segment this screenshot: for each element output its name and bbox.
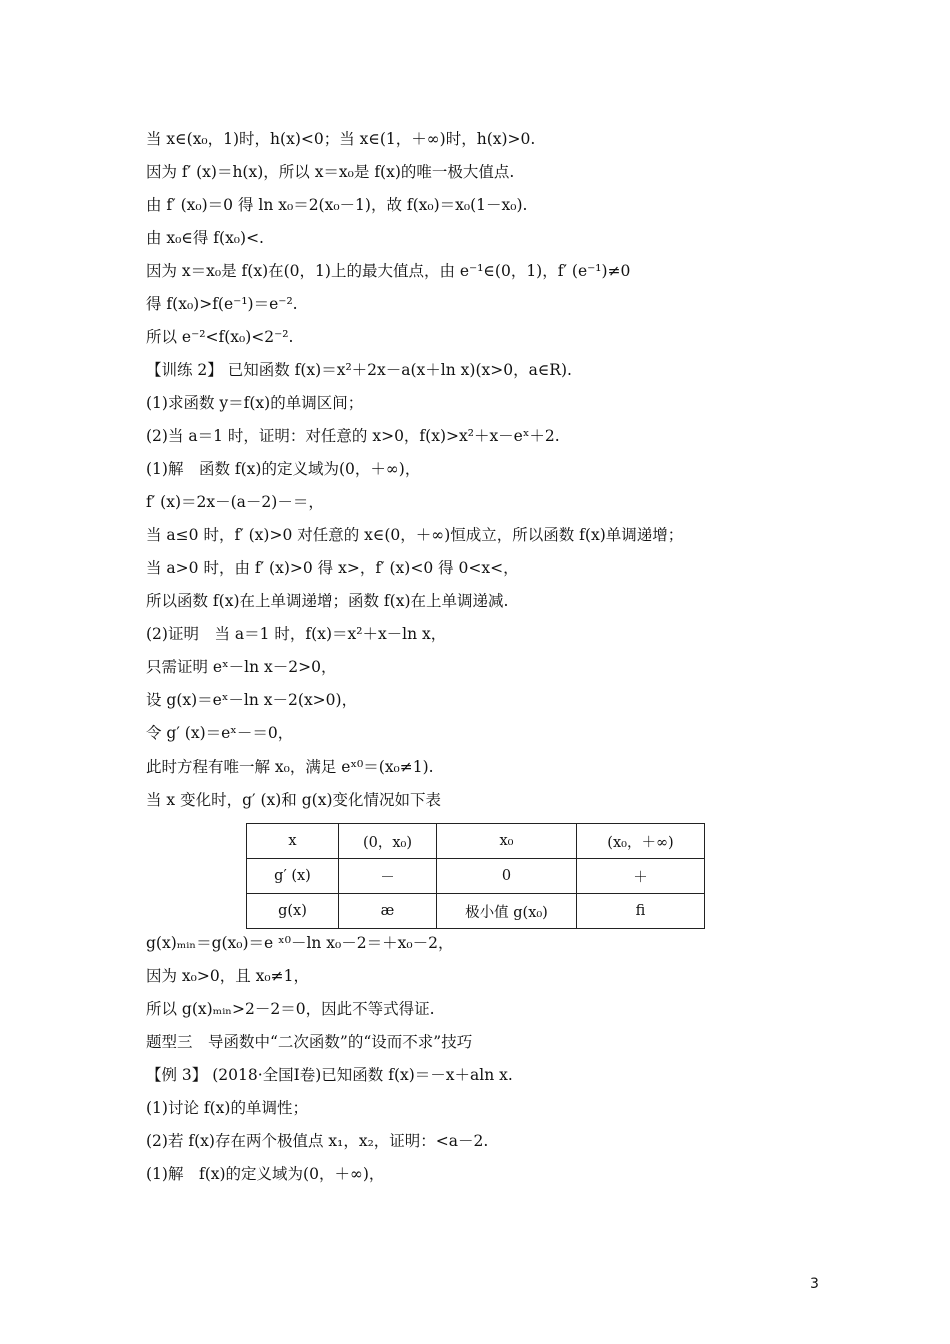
table-cell: ＋ xyxy=(577,859,705,894)
example-3-heading: 【例 3】 (2018·全国Ⅰ卷)已知函数 f(x)＝－x＋aln x. xyxy=(146,1066,513,1084)
table-cell: ﬁ xyxy=(577,894,705,929)
page-number: 3 xyxy=(810,1276,819,1292)
text-line-6: 得 f(x₀)>f(e⁻¹)＝e⁻². xyxy=(146,295,298,313)
text-line-29: (1)解 f(x)的定义域为(0，＋∞)， xyxy=(146,1165,385,1183)
text-line-15: 所以函数 f(x)在上单调递增；函数 f(x)在上单调递减. xyxy=(146,592,509,610)
text-line-20: 此时方程有唯一解 x₀，满足 eˣ⁰＝(x₀≠1). xyxy=(146,758,434,776)
text-line-9: (1)求函数 y＝f(x)的单调区间； xyxy=(146,394,364,412)
text-line-17: 只需证明 eˣ－ln x－2>0， xyxy=(146,658,337,676)
text-line-12: f′ (x)＝2x－(a－2)－＝， xyxy=(146,493,324,511)
table-cell: x xyxy=(247,824,339,859)
text-line-13: 当 a≤0 时，f′ (x)>0 对任意的 x∈(0，＋∞)恒成立，所以函数 f(x)单调递增； xyxy=(146,526,684,544)
table-cell: æ xyxy=(339,894,437,929)
text-line-2: 因为 f′ (x)＝h(x)，所以 x＝x₀是 f(x)的唯一极大值点. xyxy=(146,163,515,181)
text-line-21: 当 x 变化时，g′ (x)和 g(x)变化情况如下表 xyxy=(146,791,441,809)
table-cell: g(x) xyxy=(247,894,339,929)
text-line-4: 由 x₀∈得 f(x₀)<. xyxy=(146,229,264,247)
variation-table xyxy=(246,823,705,929)
exercise-2-heading: 【训练 2】 已知函数 f(x)＝x²＋2x－a(x＋ln x)(x>0，a∈R). xyxy=(146,361,572,379)
text-line-7: 所以 e⁻²<f(x₀)<2⁻². xyxy=(146,328,294,346)
table-row xyxy=(247,894,705,929)
table-cell: 极小值 g(x₀) xyxy=(437,894,577,929)
text-line-16: (2)证明 当 a＝1 时，f(x)＝x²＋x－ln x， xyxy=(146,625,447,643)
table-row xyxy=(247,859,705,894)
text-line-27: (1)讨论 f(x)的单调性； xyxy=(146,1099,308,1117)
table-cell: (0，x₀) xyxy=(339,824,437,859)
table-cell: x₀ xyxy=(437,824,577,859)
text-line-11: (1)解 函数 f(x)的定义域为(0，＋∞)， xyxy=(146,460,421,478)
text-line-1: 当 x∈(x₀，1)时，h(x)<0；当 x∈(1，＋∞)时，h(x)>0. xyxy=(146,130,536,148)
text-line-19: 令 g′ (x)＝eˣ－＝0， xyxy=(146,724,294,742)
table-cell: 0 xyxy=(437,859,577,894)
text-line-3: 由 f′ (x₀)＝0 得 ln x₀＝2(x₀－1)，故 f(x₀)＝x₀(1－x₀). xyxy=(146,196,528,214)
text-line-10: (2)当 a＝1 时，证明：对任意的 x>0，f(x)>x²＋x－eˣ＋2. xyxy=(146,427,560,445)
table-cell: (x₀，＋∞) xyxy=(577,824,705,859)
section-heading-type-3: 题型三 导函数中“二次函数”的“设而不求”技巧 xyxy=(146,1033,473,1051)
text-line-5: 因为 x＝x₀是 f(x)在(0，1)上的最大值点，由 e⁻¹∈(0，1)，f′ (e⁻¹)≠0 xyxy=(146,262,631,280)
table-row xyxy=(247,824,705,859)
text-line-28: (2)若 f(x)存在两个极值点 x₁，x₂，证明：<a－2. xyxy=(146,1132,489,1150)
text-line-18: 设 g(x)＝eˣ－ln x－2(x>0)， xyxy=(146,691,358,709)
text-line-14: 当 a>0 时，由 f′ (x)>0 得 x>，f′ (x)<0 得 0<x<， xyxy=(146,559,519,577)
text-line-24: 所以 g(x)ₘᵢₙ>2－2＝0，因此不等式得证. xyxy=(146,1000,435,1018)
table-cell: g′ (x) xyxy=(247,859,339,894)
text-line-23: 因为 x₀>0，且 x₀≠1， xyxy=(146,967,309,985)
table-cell: － xyxy=(339,859,437,894)
text-line-22: g(x)ₘᵢₙ＝g(x₀)＝e ˣ⁰－ln x₀－2＝＋x₀－2， xyxy=(146,934,454,952)
